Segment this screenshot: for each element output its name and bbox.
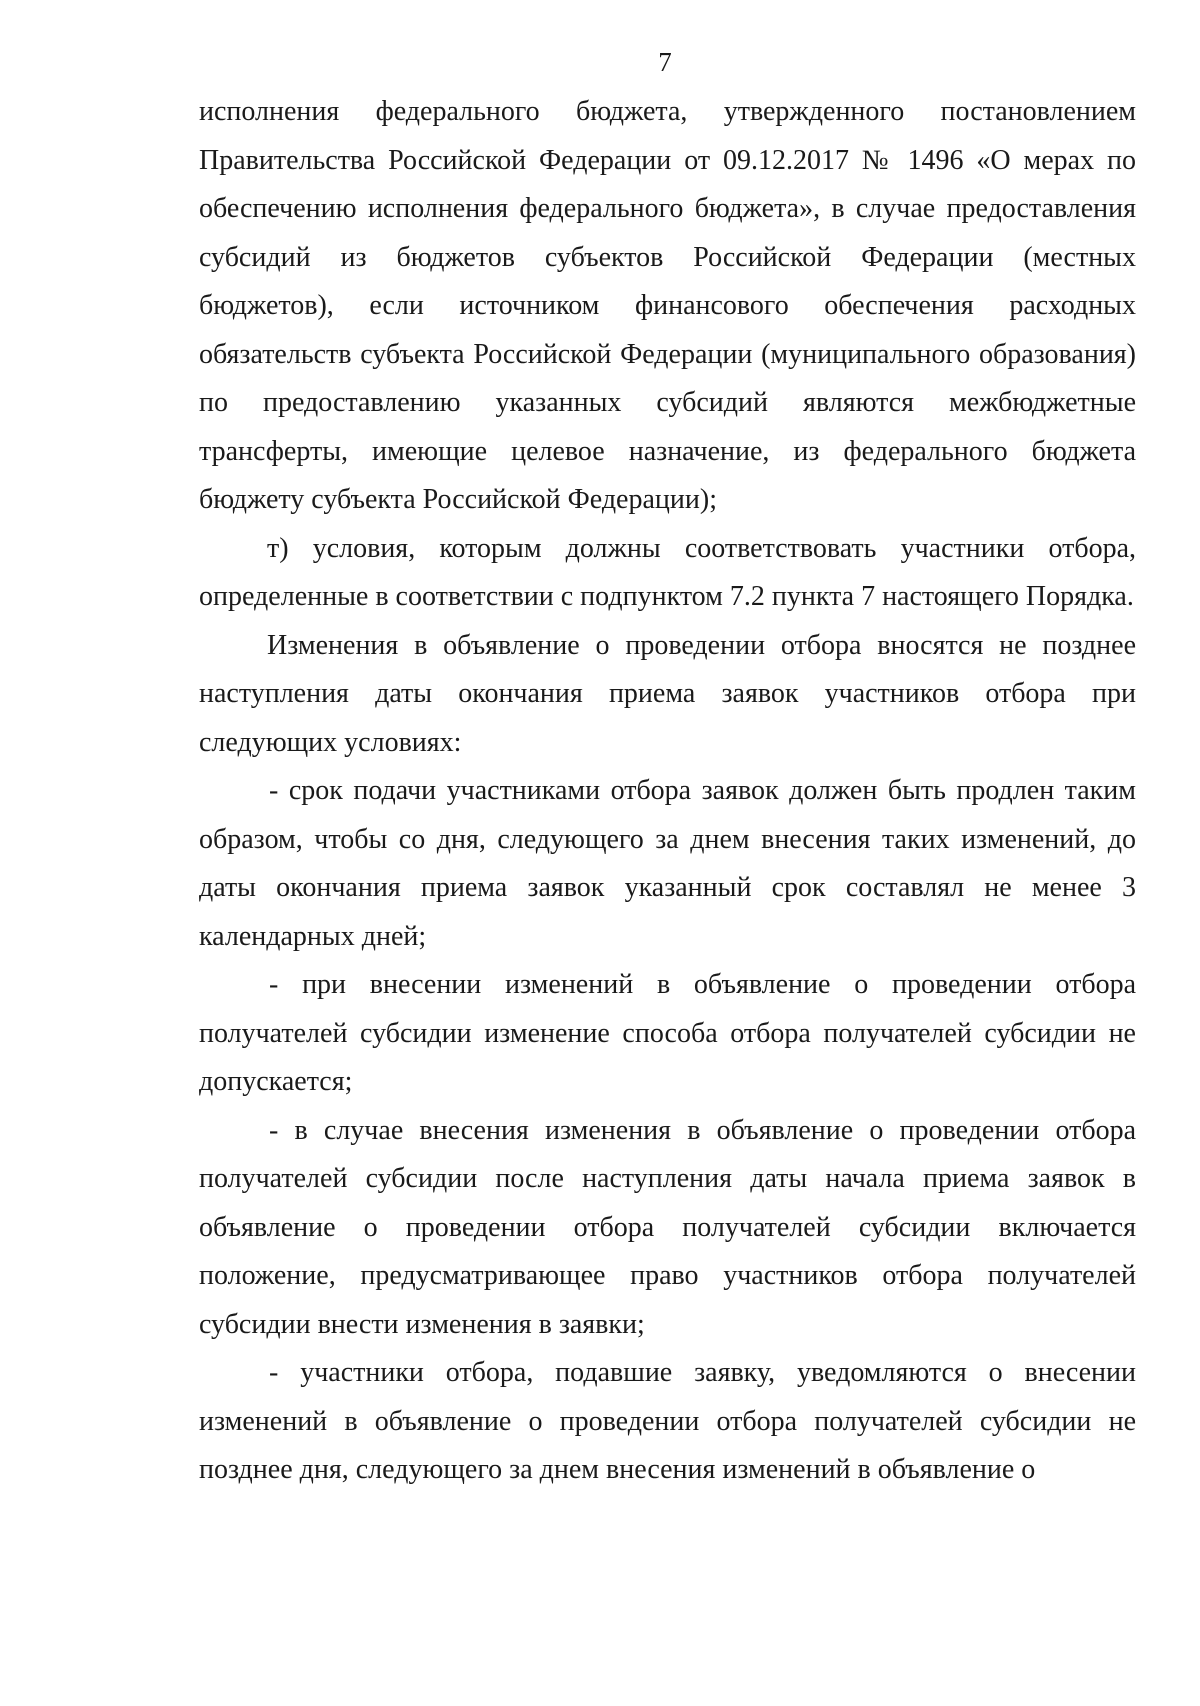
paragraph-bullet-deadline: - срок подачи участниками отбора заявок должен быть продлен таким образом, чтобы со дня, следующего за днем внесения таких изменений, до даты окончания приема заявок указанный срок составлял не менее 3 календарных дней; (199, 775, 1136, 952)
page-number: 7 (658, 47, 672, 77)
paragraph-budget-execution: исполнения федерального бюджета, утвержденного постановлением Правительства Российской Федерации от 09.12.2017 № 1496 «О мерах по обеспечению исполнения федерального бюджета», в случае предоставления субсидий из бюджетов субъектов Российской Федерации (местных бюджетов), если источником финансового обеспечения расходных обязательств субъекта Российской Федерации (муниципального образования) по предоставлению указанных субсидий являются межбюджетные трансферты, имеющие целевое назначение, из федерального бюджета бюджету субъекта Российской Федерации); (199, 96, 1136, 515)
paragraph-bullet-notification: - участники отбора, подавшие заявку, уведомляются о внесении изменений в объявление о проведении отбора получателей субсидии не позднее дня, следующего за днем внесения изменений в объявление о (199, 1357, 1136, 1485)
paragraph-bullet-amend-applications: - в случае внесения изменения в объявление о проведении отбора получателей субсидии после наступления даты начала приема заявок в объявление о проведении отбора получателей субсидии включается положение, предусматривающее право участников отбора получателей субсидии внести изменения в заявки; (199, 1114, 1136, 1340)
paragraph-bullet-method: - при внесении изменений в объявление о проведении отбора получателей субсидии изменение способа отбора получателей субсидии не допускается; (199, 969, 1136, 1097)
paragraph-item-t-conditions: т) условия, которым должны соответствовать участники отбора, определенные в соответствии с подпунктом 7.2 пункта 7 настоящего Порядка. (199, 532, 1136, 612)
document-body (199, 88, 1136, 1495)
paragraph-changes-intro: Изменения в объявление о проведении отбора вносятся не позднее наступления даты окончания приема заявок участников отбора при следующих условиях: (199, 629, 1136, 758)
